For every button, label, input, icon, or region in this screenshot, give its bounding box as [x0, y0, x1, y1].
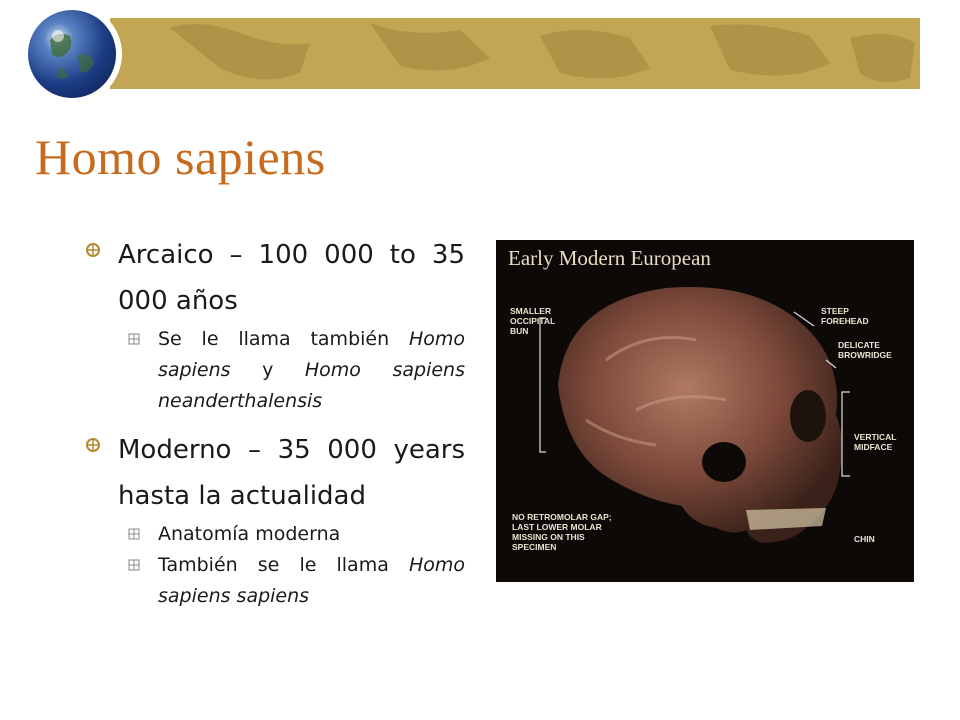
- sub-bullet-italic: Homo sapiens neanderthalensis: [158, 359, 465, 412]
- page-title: Homo sapiens: [35, 129, 326, 185]
- bullet-text: Moderno – 35 000 years hasta la actualidad: [118, 435, 465, 511]
- label-line: SPECIMEN: [512, 542, 557, 552]
- list-item: [85, 232, 465, 324]
- list-item: [85, 427, 465, 519]
- skull-figure: [496, 240, 914, 582]
- label-occipital: [510, 306, 555, 336]
- sub-list-item: [84, 550, 465, 612]
- sub-bullet-text: Se le llama también: [158, 328, 390, 350]
- label-line: MIDFACE: [854, 442, 893, 452]
- sub-list-item: [84, 519, 465, 550]
- header-banner: [110, 18, 920, 89]
- label-browridge: [838, 340, 892, 360]
- sub-bullet-icon: [128, 559, 140, 571]
- sub-list-item: [84, 324, 465, 417]
- world-map-decoration: [110, 18, 920, 89]
- globe-icon: [28, 10, 116, 98]
- label-line: STEEP: [821, 306, 849, 316]
- sub-bullet-icon: [128, 528, 140, 540]
- sub-bullet-text: Anatomía moderna: [158, 523, 341, 545]
- label-line: VERTICAL: [854, 432, 897, 442]
- sub-bullet-conjunction: y: [230, 359, 305, 381]
- bullet-icon: [85, 437, 101, 453]
- bullet-text: Arcaico – 100 000 to 35 000 años: [118, 240, 465, 316]
- figure-title: Early Modern European: [508, 246, 711, 270]
- label-line: BUN: [510, 326, 529, 336]
- sub-bullet-icon: [128, 333, 140, 345]
- label-line: CHIN: [854, 534, 875, 544]
- label-line: BROWRIDGE: [838, 350, 892, 360]
- label-midface: [854, 432, 897, 452]
- label-molar: [512, 512, 612, 552]
- label-line: MISSING ON THIS: [512, 532, 585, 542]
- sub-bullet-italic: Homo sapiens: [158, 328, 465, 381]
- bullet-list: [85, 232, 465, 612]
- label-line: LAST LOWER MOLAR: [512, 522, 602, 532]
- sub-bullet-italic: Homo sapiens sapiens: [158, 554, 465, 607]
- label-line: DELICATE: [838, 340, 880, 350]
- sub-bullet-text: También se le llama: [158, 554, 389, 576]
- label-line: NO RETROMOLAR GAP;: [512, 512, 612, 522]
- bullet-icon: [85, 242, 101, 258]
- label-line: SMALLER: [510, 306, 552, 316]
- label-line: OCCIPITAL: [510, 316, 556, 326]
- label-line: FOREHEAD: [821, 316, 869, 326]
- label-forehead: [821, 306, 869, 326]
- label-chin: [854, 534, 875, 544]
